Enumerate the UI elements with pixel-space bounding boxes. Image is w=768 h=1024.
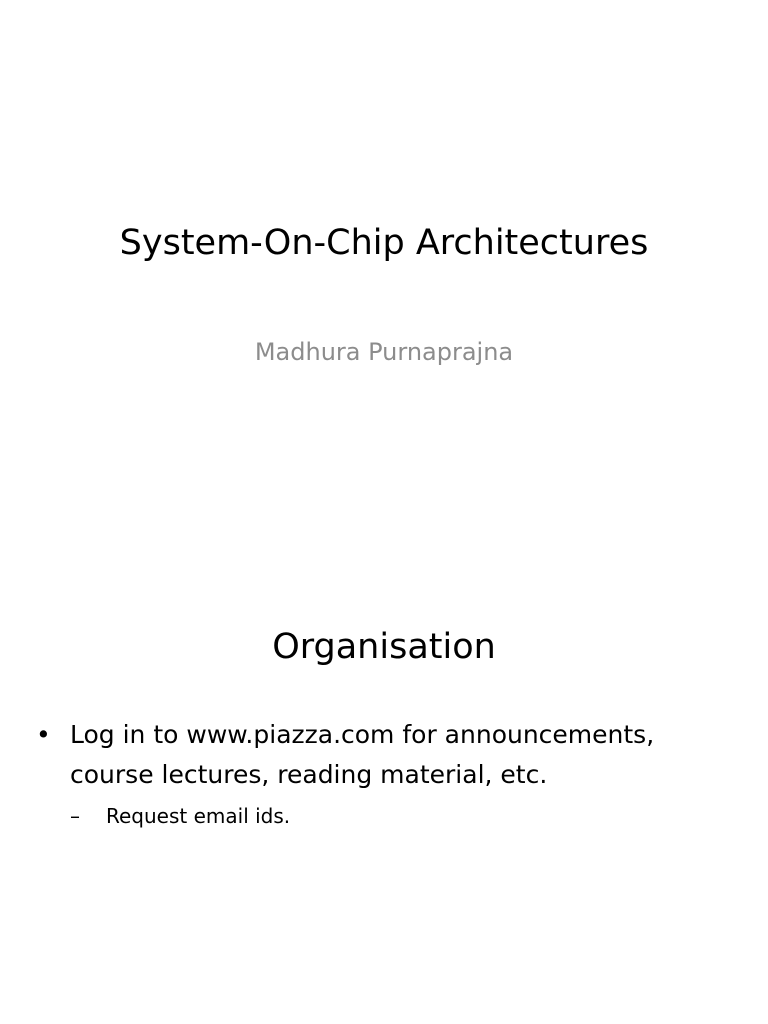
slide-organisation-heading: Organisation xyxy=(272,627,496,667)
bullet-text-line: course lectures, reading material, etc. xyxy=(70,760,548,789)
sub-bullet-marker: – xyxy=(70,804,80,828)
slide-organisation xyxy=(0,512,768,1024)
bullet-item xyxy=(36,715,736,795)
bullet-text-line: Log in to www.piazza.com for announcements, xyxy=(70,720,655,749)
slide-subtitle-author: Madhura Purnaprajna xyxy=(254,338,514,366)
sub-bullet-item xyxy=(36,801,736,831)
slide-title-heading: System-On-Chip Architectures xyxy=(119,223,649,263)
bullet-marker: • xyxy=(36,720,51,749)
sub-bullet-text: Request email ids. xyxy=(106,804,291,828)
bullet-list xyxy=(36,715,736,831)
